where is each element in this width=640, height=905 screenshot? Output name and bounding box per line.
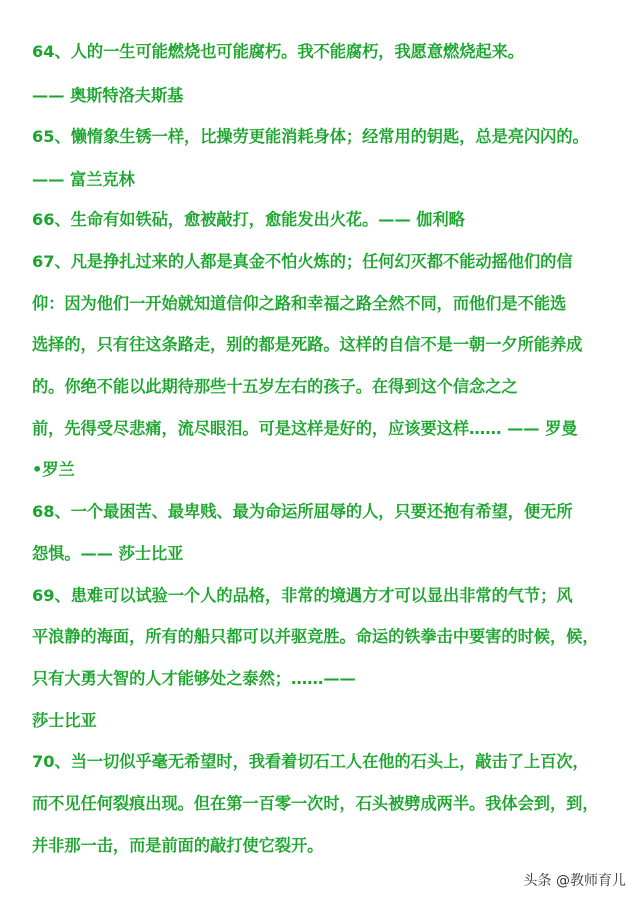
- text-line: 仰：因为他们一开始就知道信仰之路和幸福之路全然不同，而他们是不能选: [32, 294, 567, 313]
- text-line: 69、患难可以试验一个人的品格，非常的境遇方才可以显出非常的气节；风: [32, 586, 573, 605]
- text-line: 而不见任何裂痕出现。但在第一百零一次时，石头被劈成两半。我体会到，到，: [32, 794, 599, 813]
- text-line: 65、懒惰象生锈一样，比操劳更能消耗身体；经常用的钥匙，总是亮闪闪的。: [32, 127, 589, 146]
- text-line: 只有大勇大智的人才能够处之泰然；……——: [32, 669, 356, 688]
- text-line: 前，先得受尽悲痛，流尽眼泪。可是这样是好的，应该要这样…… —— 罗曼: [32, 419, 578, 438]
- text-line: —— 奥斯特洛夫斯基: [32, 86, 184, 105]
- text-line: 66、生命有如铁砧，愈被敲打，愈能发出火花。—— 伽利略: [32, 210, 465, 229]
- text-line: 的。你绝不能以此期待那些十五岁左右的孩子。在得到这个信念之之: [32, 377, 518, 396]
- text-line: —— 富兰克林: [32, 170, 135, 189]
- text-line: 68、一个最困苦、最卑贱、最为命运所屈辱的人，只要还抱有希望，便无所: [32, 502, 573, 521]
- text-line: 67、凡是挣扎过来的人都是真金不怕火炼的；任何幻灭都不能动摇他们的信: [32, 252, 573, 271]
- text-line: •罗兰: [32, 460, 75, 479]
- text-line: 平浪静的海面，所有的船只都可以并驱竞胜。命运的铁拳击中要害的时候，候，: [32, 627, 599, 646]
- text-line: 选择的，只有往这条路走，别的都是死路。这样的自信不是一朝一夕所能养成: [32, 335, 583, 354]
- text-line: 70、当一切似乎毫无希望时，我看着切石工人在他的石头上，敲击了上百次，: [32, 752, 589, 771]
- text-line: 64、人的一生可能燃烧也可能腐朽。我不能腐朽，我愿意燃烧起来。: [32, 42, 524, 61]
- watermark: 头条 @教师育儿: [523, 873, 626, 889]
- text-line: 并非那一击，而是前面的敲打使它裂开。: [32, 836, 324, 855]
- text-line: 莎士比亚: [32, 711, 97, 730]
- text-line: 怨惧。—— 莎士比亚: [32, 544, 184, 563]
